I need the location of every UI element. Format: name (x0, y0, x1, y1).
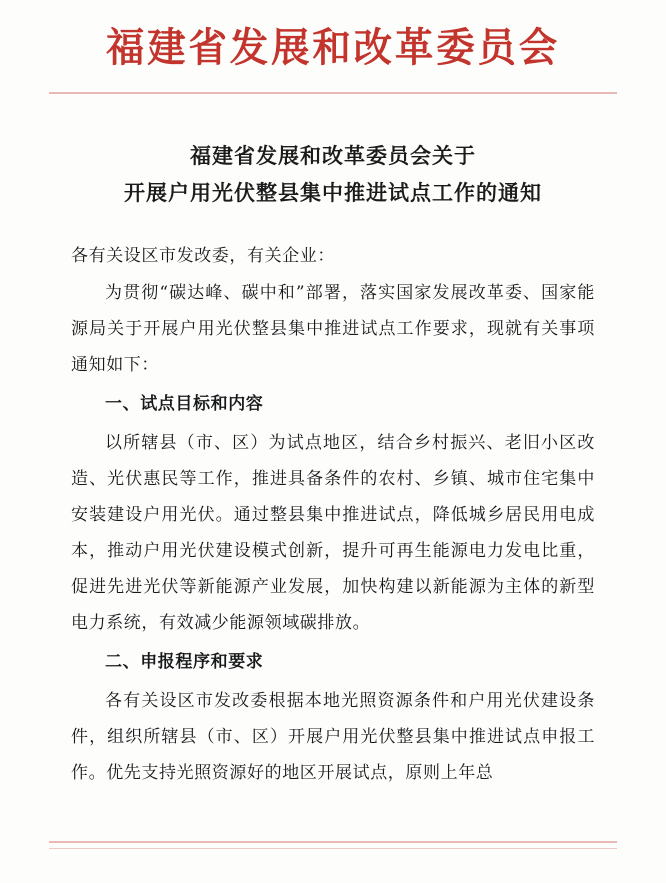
document-body (71, 238, 595, 791)
footer-divider-group (0, 841, 666, 849)
masthead (0, 0, 666, 94)
section-heading-one: 一、试点目标和内容 (105, 393, 264, 414)
masthead-divider (49, 92, 617, 94)
paragraph-addressee: 各有关设区市发改委，有关企业： (71, 245, 335, 266)
section-heading-two: 二、申报程序和要求 (105, 651, 264, 672)
document-title-line-1: 福建省发展和改革委员会关于 (190, 143, 476, 168)
footer-divider-bottom (49, 848, 617, 849)
document-title (73, 138, 593, 212)
document-title-line-2: 开展户用光伏整县集中推进试点工作的通知 (124, 179, 542, 205)
issuing-agency-title: 福建省发展和改革委员会 (105, 24, 561, 71)
paragraph-preamble: 为贯彻“碳达峰、碳中和”部署，落实国家发展改革委、国家能源局关于开展户用光伏整县集中推进试点工作要求，现就有关事项通知如下： (71, 282, 595, 375)
section-body-two: 各有关设区市发改委根据本地光照资源条件和户用光伏建设条件，组织所辖县（市、区）开展户用光伏整县集中推进试点申报工作。优先支持光照资源好的地区开展试点，原则上年总 (71, 690, 595, 783)
footer-divider-top (49, 841, 617, 843)
section-body-one: 以所辖县（市、区）为试点地区，结合乡村振兴、老旧小区改造、光伏惠民等工作，推进具备条件的农村、乡镇、城市住宅集中安装建设户用光伏。通过整县集中推进试点，降低城乡居民用电成本，推动户用光伏建设模式创新，提升可再生能源电力发电比重，促进先进光伏等新能源产业发展，加快构建以新能源为主体的新型电力系统，有效减少能源领域碳排放。 (71, 432, 595, 633)
